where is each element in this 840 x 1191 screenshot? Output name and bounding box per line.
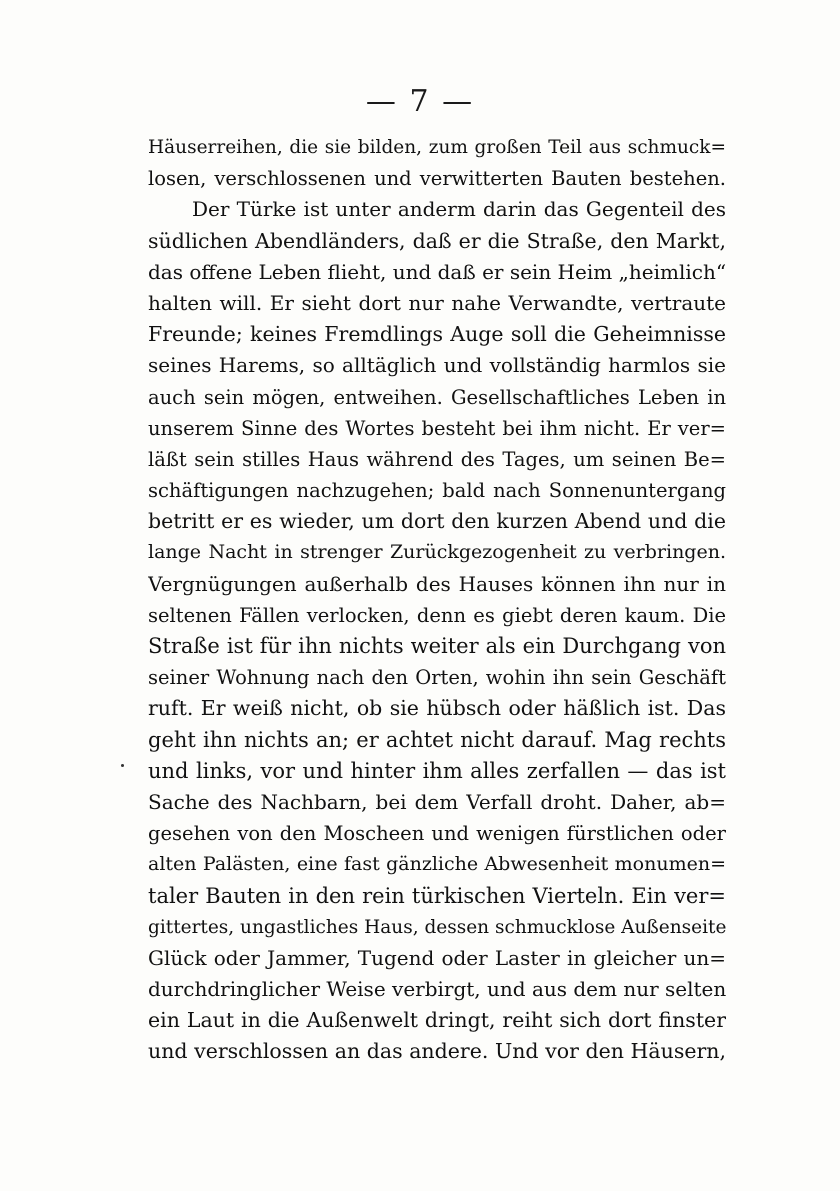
text-line: Vergnügungen außerhalb des Hauses können ihn nur in <box>148 571 726 596</box>
text-line: läßt sein stilles Haus während des Tages, um seinen Be= <box>148 447 726 471</box>
text-line: Sache des Nachbarn, bei dem Verfall droht. Daher, ab= <box>148 789 726 814</box>
text-line: seines Harems, so alltäglich und vollständig harmlos sie <box>148 353 726 378</box>
text-line: und links, vor und hinter ihm alles zerfallen — das ist <box>148 758 726 783</box>
text-line: betritt er es wieder, um dort den kurzen Abend und die <box>148 509 726 534</box>
text-line: Der Türke ist unter anderm darin das Gegenteil des <box>192 197 726 222</box>
text-line: Glück oder Jammer, Tugend oder Laster in gleicher un= <box>148 945 726 970</box>
text-line: und verschlossen an das andere. Und vor den Häusern, <box>148 1039 726 1064</box>
text-line: gittertes, ungastliches Haus, dessen schmucklose Außenseite <box>148 916 726 938</box>
text-line: unserem Sinne des Wortes besteht bei ihm nicht. Er ver= <box>148 416 726 440</box>
text-line: ruft. Er weiß nicht, ob sie hübsch oder häßlich ist. Das <box>148 696 726 721</box>
text-line: losen, verschlossenen und verwitterten Bauten bestehen. <box>148 167 726 191</box>
text-line: ein Laut in die Außenwelt dringt, reiht sich dort finster <box>148 1008 726 1033</box>
text-line: Straße ist für ihn nichts weiter als ein Durchgang von <box>148 634 726 658</box>
text-line: halten will. Er sieht dort nur nahe Verwandte, vertraute <box>148 290 726 315</box>
text-line: durchdringlicher Weise verbirgt, und aus dem nur selten <box>148 977 726 1002</box>
text-line: südlichen Abendländers, daß er die Straße, den Markt, <box>148 228 726 253</box>
text-line: taler Bauten in den rein türkischen Vierteln. Ein ver= <box>148 883 726 908</box>
text-line: lange Nacht in strenger Zurückgezogenheit zu verbringen. <box>148 541 726 564</box>
print-speck <box>121 764 124 767</box>
text-line: seltenen Fällen verlocken, denn es giebt deren kaum. Die <box>148 603 726 627</box>
page-number: — 7 — <box>365 84 475 119</box>
text-line: seiner Wohnung nach den Orten, wohin ihn sein Geschäft <box>148 666 726 690</box>
text-line: geht ihn nichts an; er achtet nicht darauf. Mag rechts <box>148 727 726 752</box>
text-line: alten Palästen, eine fast gänzliche Abwesenheit monumen= <box>148 853 726 876</box>
text-line: Häuserreihen, die sie bilden, zum großen Teil aus schmuck= <box>148 137 726 158</box>
text-line: gesehen von den Moscheen und wenigen fürstlichen oder <box>148 822 726 846</box>
text-line: auch sein mögen, entweihen. Gesellschaftliches Leben in <box>148 385 726 409</box>
body-text <box>148 132 726 1068</box>
text-line: schäftigungen nachzugehen; bald nach Sonnenuntergang <box>148 479 726 503</box>
text-line: Freunde; keines Fremdlings Auge soll die Geheimnisse <box>148 322 726 347</box>
text-line: das offene Leben flieht, und daß er sein Heim „heimlich“ <box>148 259 726 284</box>
